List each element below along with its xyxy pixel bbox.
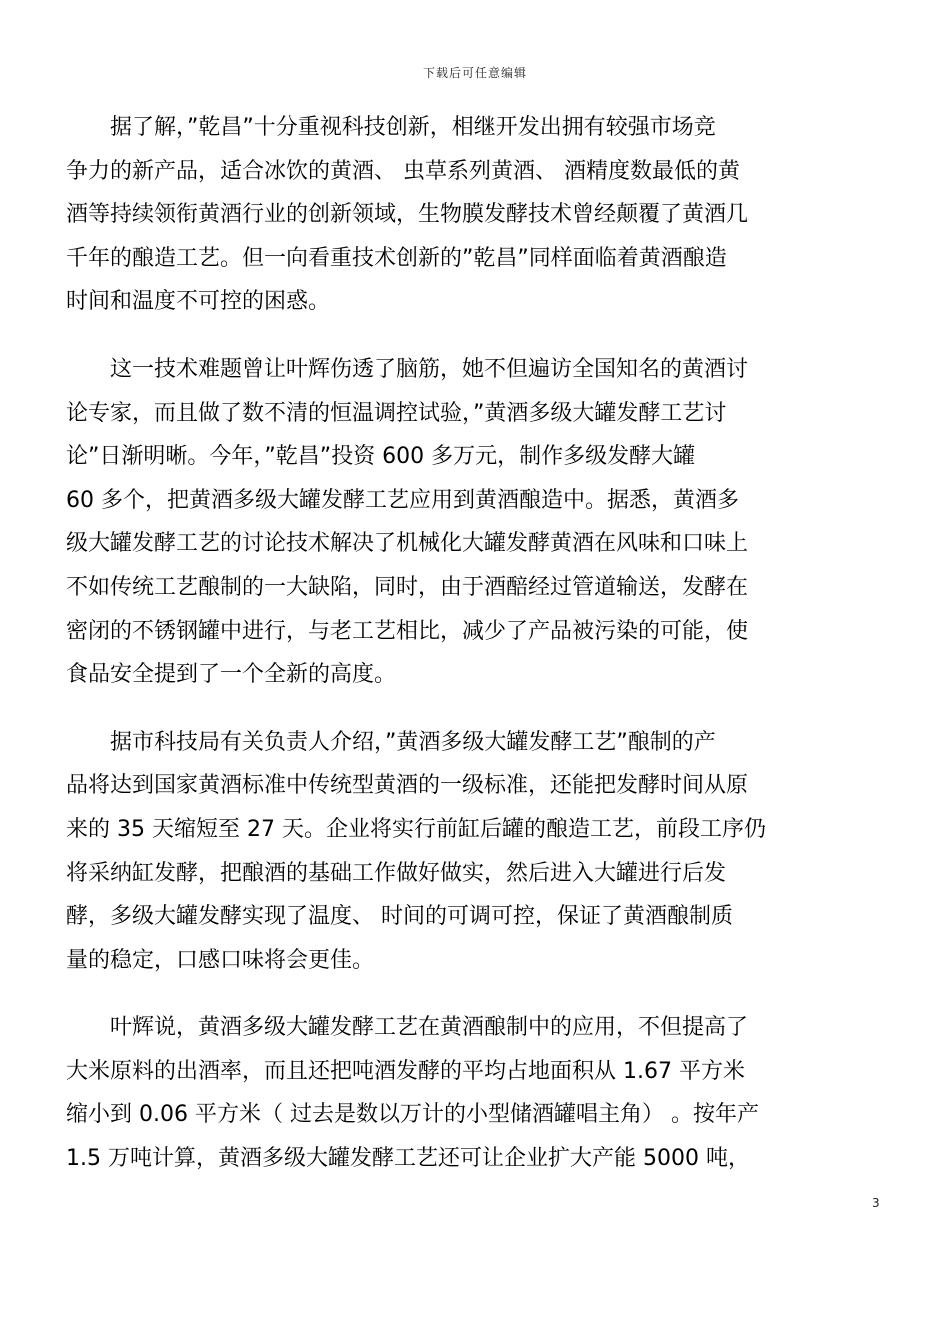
text-line: 量的稳定，口感口味将会更佳。 <box>66 947 375 973</box>
text-line: 酒等持续领衔黄酒行业的创新领域，生物膜发酵技术曾经颠覆了黄酒几 <box>66 202 749 228</box>
text-line: 据了解，”乾昌”十分重视科技创新，相继开发出拥有较强市场竞 <box>66 115 716 140</box>
text-line: 千年的酿造工艺。但一向看重技术创新的”乾昌”同样面临着黄酒酿造 <box>66 245 727 271</box>
text-line: 这一技术难题曾让叶辉伤透了脑筋，她不但遍访全国知名的黄酒讨 <box>66 356 749 382</box>
text-line: 1.5 万吨计算，黄酒多级大罐发酵工艺还可让企业扩大产能 5000 吨， <box>66 1146 750 1172</box>
text-line: 据市科技局有关负责人介绍，”黄酒多级大罐发酵工艺”酿制的产 <box>66 729 716 755</box>
text-line: 食品安全提到了一个全新的高度。 <box>66 662 397 688</box>
text-line: 品将达到国家黄酒标准中传统型黄酒的一级标准，还能把发酵时间从原 <box>66 773 749 799</box>
text-line: 将采纳缸发酵，把酿酒的基础工作做好做实，然后进入大罐进行后发 <box>66 860 727 886</box>
page-header: 下载后可任意编辑 <box>422 66 527 80</box>
paragraph-2 <box>66 348 791 697</box>
paragraph-3 <box>66 721 791 983</box>
paragraph-1 <box>66 106 791 324</box>
text-line: 酵，多级大罐发酵实现了温度、 时间的可调可控，保证了黄酒酿制质 <box>66 904 733 930</box>
text-line: 时间和温度不可控的困惑。 <box>66 289 331 315</box>
text-line: 论专家，而且做了数不清的恒温调控试验，”黄酒多级大罐发酵工艺讨 <box>66 400 727 426</box>
text-line: 大米原料的出酒率，而且还把吨酒发酵的平均占地面积从 1.67 平方米 <box>66 1058 745 1084</box>
text-line: 密闭的不锈钢罐中进行，与老工艺相比，减少了产品被污染的可能，使 <box>66 618 749 644</box>
text-line: 不如传统工艺酿制的一大缺陷，同时，由于酒醅经过管道输送，发酵在 <box>66 574 749 600</box>
paragraph-gap <box>66 982 791 1006</box>
page-number: 3 <box>872 1196 880 1210</box>
text-line: 叶辉说，黄酒多级大罐发酵工艺在黄酒酿制中的应用，不但提高了 <box>66 1015 749 1041</box>
text-line: 缩小到 0.06 平方米（ 过去是数以万计的小型储酒罐唱主角） 。按年产 <box>66 1102 759 1128</box>
document-body <box>66 106 791 1181</box>
paragraph-gap <box>66 697 791 721</box>
text-line: 来的 35 天缩短至 27 天。企业将实行前缸后罐的酿造工艺，前段工序仍 <box>66 816 766 842</box>
text-line: 60 多个，把黄酒多级大罐发酵工艺应用到黄酒酿造中。据悉，黄酒多 <box>66 487 739 513</box>
paragraph-gap <box>66 324 791 348</box>
text-line: 争力的新产品，适合冰饮的黄酒、 虫草系列黄酒、 酒精度数最低的黄 <box>66 158 740 184</box>
text-line: 级大罐发酵工艺的讨论技术解决了机械化大罐发酵黄酒在风味和口味上 <box>66 531 749 557</box>
text-line: 论”日渐明晰。今年，”乾昌”投资 600 多万元，制作多级发酵大罐 <box>66 444 696 470</box>
paragraph-4 <box>66 1006 791 1180</box>
